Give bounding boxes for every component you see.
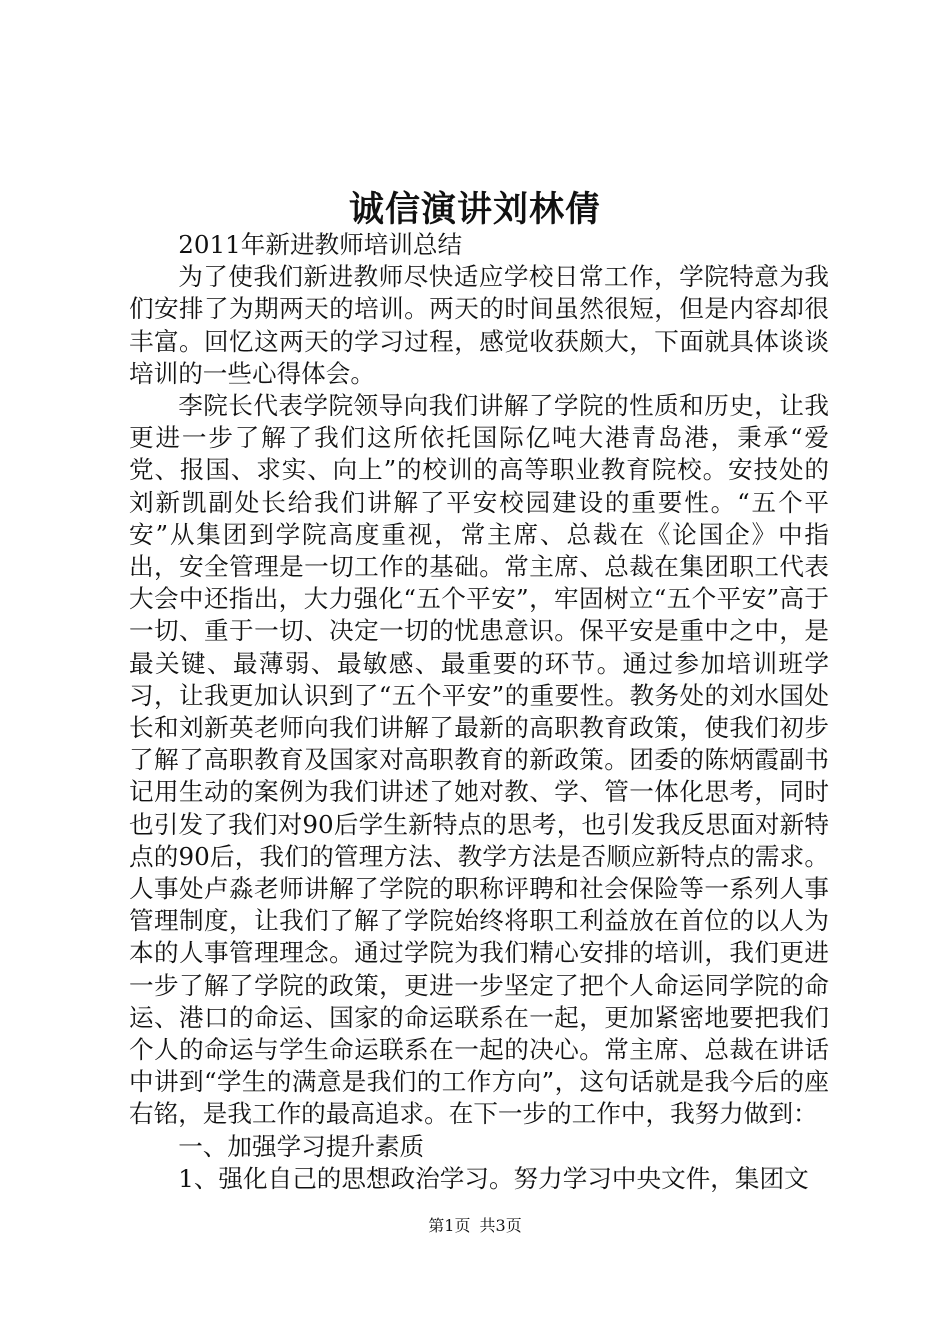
body-paragraph: 1、强化自己的思想政治学习。努力学习中央文件，集团文 xyxy=(178,1163,809,1193)
body-paragraph: 为了使我们新进教师尽快适应学校日常工作，学院特意为我们安排了为期两天的培训。两天的时间虽然很短，但是内容却很丰富。回忆这两天的学习过程，感觉收获颇大，下面就具体谈谈培训的一些心得体会。 xyxy=(129,262,829,388)
document-body xyxy=(129,229,829,1195)
document-title: 诚信演讲刘林倩 xyxy=(348,190,601,230)
body-paragraph: 李院长代表学院领导向我们讲解了学院的性质和历史，让我更进一步了解了我们这所依托国际亿吨大港青岛港，秉承“爱党、报国、求实、向上”的校训的高等职业教育院校。安技处的刘新凯副处长给我们讲解了平安校园建设的重要性。“五个平安”从集团到学院高度重视，常主席、总裁在《论国企》中指出，安全管理是一切工作的基础。常主席、总裁在集团职工代表大会中还指出，大力强化“五个平安”，牢固树立“五个平安”高于一切、重于一切、决定一切的忧患意识。保平安是重中之中，是最关键、最薄弱、最敏感、最重要的环节。通过参加培训班学习，让我更加认识到了“五个平安”的重要性。教务处的刘水国处长和刘新英老师向我们讲解了最新的高职教育政策，使我们初步了解了高职教育及国家对高职教育的新政策。团委的陈炳霞副书记用生动的案例为我们讲述了她对教、学、管一体化思考，同时也引发了我们对90后学生新特点的思考，也引发我反思面对新特点的90后，我们的管理方法、教学方法是否顺应新特点的需求。人事处卢淼老师讲解了学院的职称评聘和社会保险等一系列人事管理制度，让我们了解了学院始终将职工利益放在首位的以人为本的人事管理理念。通过学院为我们精心安排的培训，我们更进一步了解了学院的政策，更进一步坚定了把个人命运同学院的命运、港口的命运、国家的命运联系在一起，更加紧密地要把我们个人的命运与学生命运联系在一起的决心。常主席、总裁在讲话中讲到“学生的满意是我们的工作方向”，这句话就是我今后的座右铭，是我工作的最高追求。在下一步的工作中，我努力做到： xyxy=(129,391,829,1129)
page-footer xyxy=(0,1215,950,1237)
subtitle-paragraph: 2011年新进教师培训总结 xyxy=(178,230,463,259)
page-total: 共3页 xyxy=(479,1216,522,1235)
page-number: 第1页 xyxy=(428,1216,471,1235)
section-heading: 一、加强学习提升素质 xyxy=(178,1131,425,1161)
